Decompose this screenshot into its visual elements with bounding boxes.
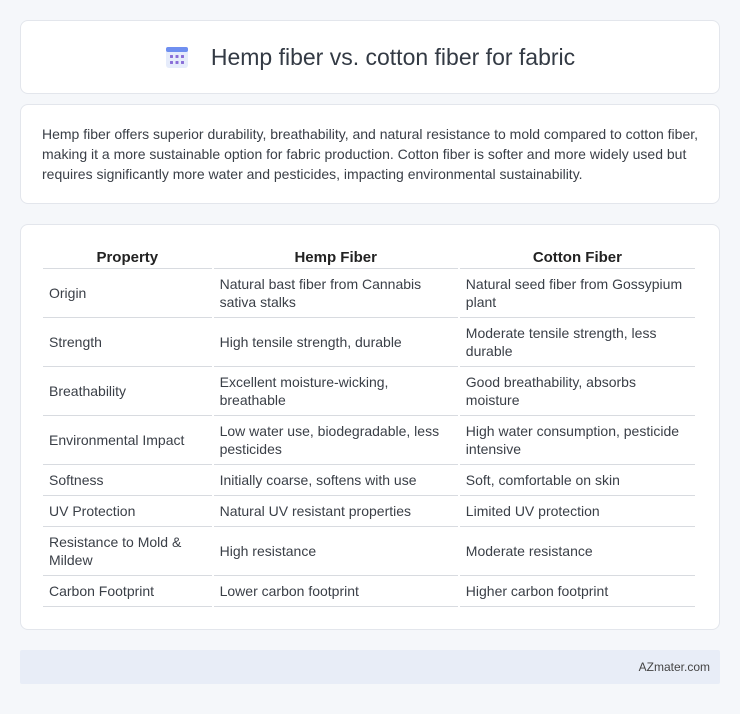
table-row: [43, 527, 695, 576]
property-cell: Strength: [43, 318, 212, 367]
cotton-cell: Good breathability, absorbs moisture: [460, 367, 695, 416]
property-cell: Breathability: [43, 367, 212, 416]
table-header-row: [43, 245, 695, 269]
table-row: [43, 367, 695, 416]
table-row: [43, 318, 695, 367]
title-card: [20, 20, 720, 94]
page-title: Hemp fiber vs. cotton fiber for fabric: [210, 43, 576, 70]
property-cell: Softness: [43, 465, 212, 496]
table-row: [43, 576, 695, 607]
property-cell: Origin: [43, 269, 212, 318]
cotton-cell: Soft, comfortable on skin: [460, 465, 695, 496]
cotton-cell: Natural seed fiber from Gossypium plant: [460, 269, 695, 318]
table-row: [43, 465, 695, 496]
hemp-cell: Lower carbon footprint: [214, 576, 458, 607]
property-cell: Environmental Impact: [43, 416, 212, 465]
cotton-cell: Moderate tensile strength, less durable: [460, 318, 695, 367]
header-cotton: Cotton Fiber: [460, 245, 695, 269]
cotton-cell: Moderate resistance: [460, 527, 695, 576]
comparison-table-card: [20, 224, 720, 630]
footer-site-link[interactable]: AZmater.com: [638, 660, 710, 674]
property-cell: UV Protection: [43, 496, 212, 527]
header-hemp: Hemp Fiber: [214, 245, 458, 269]
header-property: Property: [43, 245, 212, 269]
table-row: [43, 269, 695, 318]
cotton-cell: Limited UV protection: [460, 496, 695, 527]
property-cell: Carbon Footprint: [43, 576, 212, 607]
summary-card: [20, 104, 720, 204]
cotton-cell: High water consumption, pesticide intensive: [460, 416, 695, 465]
hemp-cell: High tensile strength, durable: [214, 318, 458, 367]
hemp-cell: Natural bast fiber from Cannabis sativa stalks: [214, 269, 458, 318]
summary-text: Hemp fiber offers superior durability, breathability, and natural resistance to mold compared to cotton fiber, making it a more sustainable option for fabric production. Cotton fiber is softer and more widely used but requires significantly more water and pesticides, impacting environmental sustainability.: [42, 126, 699, 182]
hemp-cell: Excellent moisture-wicking, breathable: [214, 367, 458, 416]
table-row: [43, 496, 695, 527]
hemp-cell: High resistance: [214, 527, 458, 576]
table-row: [43, 416, 695, 465]
cotton-cell: Higher carbon footprint: [460, 576, 695, 607]
footer: [20, 650, 720, 684]
property-cell: Resistance to Mold & Mildew: [43, 527, 212, 576]
hemp-cell: Natural UV resistant properties: [214, 496, 458, 527]
hemp-cell: Low water use, biodegradable, less pesticides: [214, 416, 458, 465]
hemp-cell: Initially coarse, softens with use: [214, 465, 458, 496]
calendar-grid-icon: [165, 45, 189, 69]
comparison-table: [41, 245, 697, 607]
